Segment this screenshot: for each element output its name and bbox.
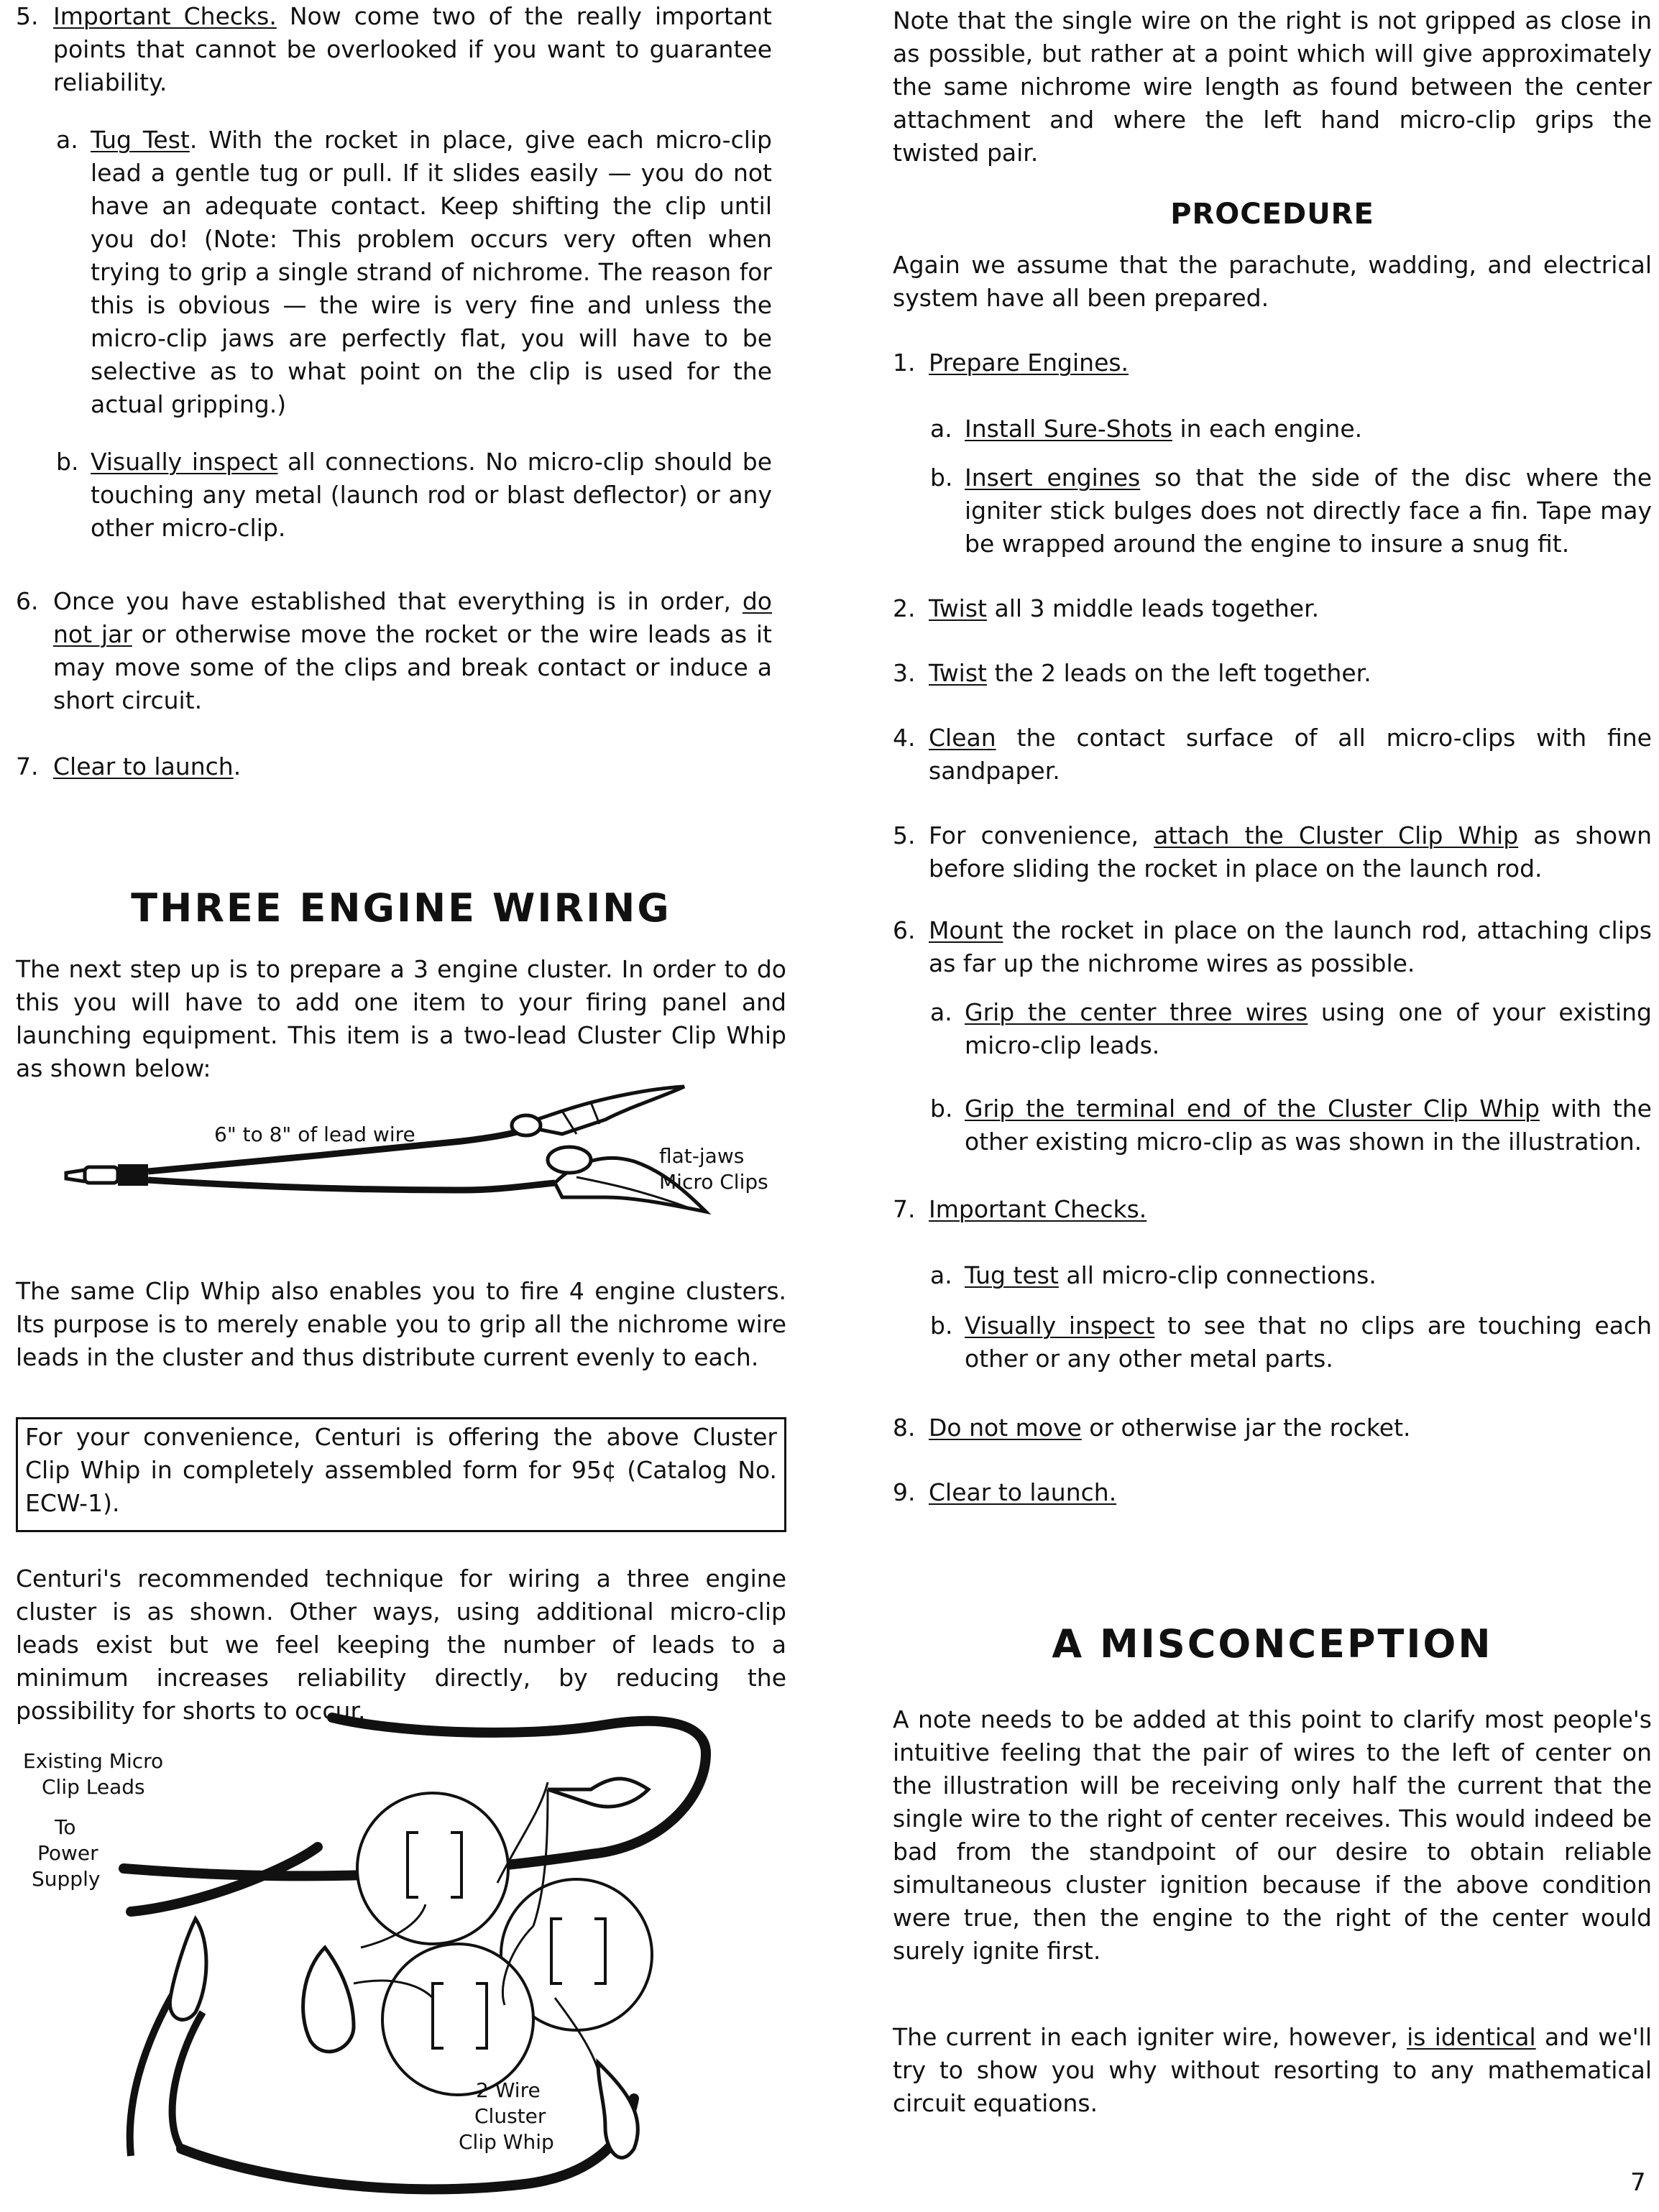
step-number: 7. [893, 1195, 916, 1223]
offer-text: For your convenience, Centuri is offering the above Cluster Clip Whip in completely assembled form for 95¢ (Catalog No. ECW-1). [25, 1423, 777, 1517]
label-existing-leads-2: Clip Leads [42, 1775, 145, 1799]
offer-box [16, 1417, 786, 1532]
step-number: 1. [893, 349, 916, 377]
step-text: using one of your existing micro-clip leads. [965, 998, 1652, 1059]
step-text: with the other existing micro-clip as was shown in the illustration. [965, 1095, 1652, 1156]
item-text: Once you have established that everything is in order, [53, 587, 732, 615]
substep-visual-inspect [965, 1309, 1652, 1375]
micro-clip-icon [170, 1919, 206, 2019]
step-text: the 2 leads on the left together. [994, 659, 1371, 687]
substep-label: a. [930, 1261, 952, 1289]
item-text: or otherwise move the rocket or the wire leads as it may move some of the clips and break contact or induce a short circuit. [53, 620, 772, 714]
step-emphasis: Important Checks. [929, 1195, 1147, 1223]
substep-label: b. [930, 1312, 953, 1340]
substep-install [965, 413, 1652, 446]
item-number: 5. [16, 2, 39, 30]
step-emphasis: Mount [929, 916, 1003, 944]
micro-clip-icon [598, 2063, 638, 2157]
subitem-text: . With the rocket in place, give each micro-clip lead a gentle tug or pull. If it slides easily — you do not have an adequate contact. Keep shifting the clip until you do! (Note: This problem occurs very often when trying to grip a single strand of nichrome. The reason for this is obvious — the wire is very fine and unless the micro-clip jaws are perfectly flat, you will have to be selective as to what point on the clip is used for the actual gripping.) [91, 126, 773, 418]
subitem-tug-test [91, 124, 772, 421]
step-emphasis: Clear to launch. [929, 1478, 1117, 1506]
item-text: Now come two of the really important points that cannot be overlooked if you want to guarantee reliability. [53, 2, 772, 96]
micro-clip-icon [548, 1779, 648, 1807]
step-text: For convenience, [929, 821, 1139, 849]
step-attach-whip [929, 819, 1652, 885]
label-power-1: To [55, 1815, 76, 1839]
item-important-checks [53, 0, 772, 99]
step-text: as shown before sliding the rocket in place on the launch rod. [929, 821, 1652, 883]
label-flat-jaws: flat-jaws [659, 1144, 745, 1168]
step-text: all micro-clip connections. [1066, 1261, 1377, 1289]
step-twist-left [929, 657, 1647, 690]
plug-icon [85, 1167, 118, 1183]
step-prepare-engines [929, 346, 1647, 379]
item-do-not-jar [53, 585, 772, 717]
step-text: to see that no clips are touching each other or any other metal parts. [965, 1312, 1652, 1373]
substep-insert [965, 461, 1652, 561]
paragraph-technique: Centuri's recommended technique for wiring a three engine cluster is as shown. Other ways, using additional micro-clip leads exist but we feel keeping the number of leads to a minimum increases reliability directly, by reducing the possibility for shorts to occur. [16, 1564, 786, 1725]
paragraph-intro: The next step up is to prepare a 3 engine cluster. In order to do this you will have to add one item to your firing panel and launching equipment. This item is a two-lead Cluster Clip Whip as shown below: [16, 955, 786, 1082]
step-number: 3. [893, 659, 916, 687]
subitem-title: Visually inspect [91, 448, 278, 476]
lead-wire [181, 2098, 634, 2189]
engine-icon [382, 1944, 533, 2095]
step-mount [929, 914, 1652, 980]
clip-whip-illustration [59, 1082, 778, 1226]
step-emphasis: Tug test [965, 1261, 1059, 1289]
engine-icon [357, 1793, 508, 1944]
label-power-2: Power [37, 1841, 98, 1865]
step-text: in each engine. [1180, 415, 1363, 443]
step-emphasis: Clean [929, 724, 996, 752]
micro-clip-icon [512, 1087, 684, 1135]
lead-wire [148, 1180, 555, 1190]
step-important-checks [929, 1193, 1647, 1226]
item-title: Important Checks. [53, 2, 277, 30]
cluster-wiring-diagram [16, 1710, 771, 2206]
subitem-text: all connections. No micro-clip should be touching any metal (launch rod or blast deflector) or any other micro-clip. [91, 448, 772, 542]
label-power-3: Supply [32, 1867, 101, 1891]
step-twist-middle [929, 592, 1647, 625]
substep-tug-test [965, 1259, 1652, 1292]
step-emphasis: Install Sure-Shots [965, 415, 1172, 443]
substep-label: b. [930, 464, 953, 492]
subitem-label: a. [56, 126, 78, 154]
substep-label: b. [930, 1095, 953, 1123]
label-whip-3: Clip Whip [459, 2130, 554, 2154]
subitem-visual-inspect [91, 446, 772, 545]
label-lead-wire: 6" to 8" of lead wire [214, 1123, 415, 1146]
step-emphasis: attach the Cluster Clip Whip [1154, 821, 1519, 849]
step-text: the contact surface of all micro-clips with fine sandpaper. [929, 724, 1652, 785]
heading-misconception: A MISCONCEPTION [1052, 1621, 1493, 1667]
step-number: 4. [893, 724, 916, 752]
item-emphasis: Clear to launch [53, 752, 234, 780]
step-text: all 3 middle leads together. [994, 594, 1320, 622]
label-whip-1: 2 Wire [476, 2078, 541, 2102]
page-number: 7 [1630, 2168, 1646, 2197]
paragraph-clip-whip: The same Clip Whip also enables you to fire 4 engine clusters. Its purpose is to merely enable you to grip all the nichrome wire leads in the cluster and thus distribute current evenly to each. [16, 1277, 786, 1371]
label-micro-clips: Micro Clips [659, 1170, 768, 1194]
step-number: 9. [893, 1478, 916, 1506]
substep-grip-center [965, 996, 1652, 1062]
step-emphasis: Grip the terminal end of the Cluster Clip Whip [965, 1095, 1540, 1123]
paragraph-procedure-intro: Again we assume that the parachute, wadding, and electrical system have all been prepared. [893, 251, 1652, 312]
item-number: 7. [16, 752, 39, 780]
label-whip-2: Cluster [474, 2104, 546, 2128]
step-number: 6. [893, 916, 916, 944]
step-emphasis: Insert engines [965, 464, 1141, 492]
item-text: . [233, 752, 242, 780]
micro-clip-icon [303, 1948, 354, 2052]
step-do-not-move [929, 1411, 1647, 1444]
step-emphasis: Grip the center three wires [965, 998, 1308, 1026]
step-emphasis: Visually inspect [965, 1312, 1155, 1340]
subitem-label: b. [56, 448, 79, 476]
step-emphasis: Prepare Engines. [929, 349, 1129, 377]
step-text: the rocket in place on the launch rod, attaching clips as far up the nichrome wires as possible. [929, 916, 1652, 977]
paragraph-text: and we'll try to show you why without resorting to any mathematical circuit equations. [893, 2023, 1653, 2117]
step-number: 2. [893, 594, 916, 622]
step-clear-to-launch [929, 1476, 1647, 1509]
heading-three-engine-wiring: THREE ENGINE WIRING [131, 885, 671, 931]
step-emphasis: Twist [929, 594, 987, 622]
item-clear-to-launch [53, 750, 772, 783]
step-text: or otherwise jar the rocket. [1089, 1414, 1411, 1442]
paragraph-misconception: A note needs to be added at this point to clarify most people's intuitive feeling that the pair of wires to the left of center on the illustration will be receiving only half the current that the single wire to the right of center receives. This would indeed be bad from the standpoint of our desire to obtain reliable simultaneous cluster ignition because if the above condition were true, then the engine to the right of the center would surely ignite first. [893, 1705, 1652, 1965]
paragraph-current [893, 2021, 1652, 2120]
item-number: 6. [16, 587, 39, 615]
step-number: 5. [893, 821, 916, 849]
substep-label: a. [930, 415, 952, 443]
label-existing-leads-1: Existing Micro [23, 1749, 164, 1773]
step-emphasis: Do not move [929, 1414, 1082, 1442]
substep-label: a. [930, 998, 952, 1026]
paragraph-note: Note that the single wire on the right is not gripped as close in as possible, but rather at a point which will give approximately the same nichrome wire length as found between the center attachment and where the left hand micro-clip grips the twisted pair. [893, 6, 1652, 167]
subitem-title: Tug Test [91, 126, 190, 154]
step-text: so that the side of the disc where the igniter stick bulges does not directly face a fin. Tape may be wrapped around the engine to insure a snug fit. [965, 464, 1652, 558]
paragraph-text: The current in each igniter wire, however, [893, 2023, 1398, 2051]
paragraph-emphasis: is identical [1407, 2023, 1536, 2051]
item-emphasis: do not jar [53, 587, 772, 648]
lead-wire [173, 2012, 203, 2149]
heading-procedure: PROCEDURE [1170, 198, 1374, 231]
step-emphasis: Twist [929, 659, 987, 687]
step-number: 8. [893, 1414, 916, 1442]
step-clean [929, 722, 1652, 788]
substep-grip-terminal [965, 1092, 1652, 1158]
